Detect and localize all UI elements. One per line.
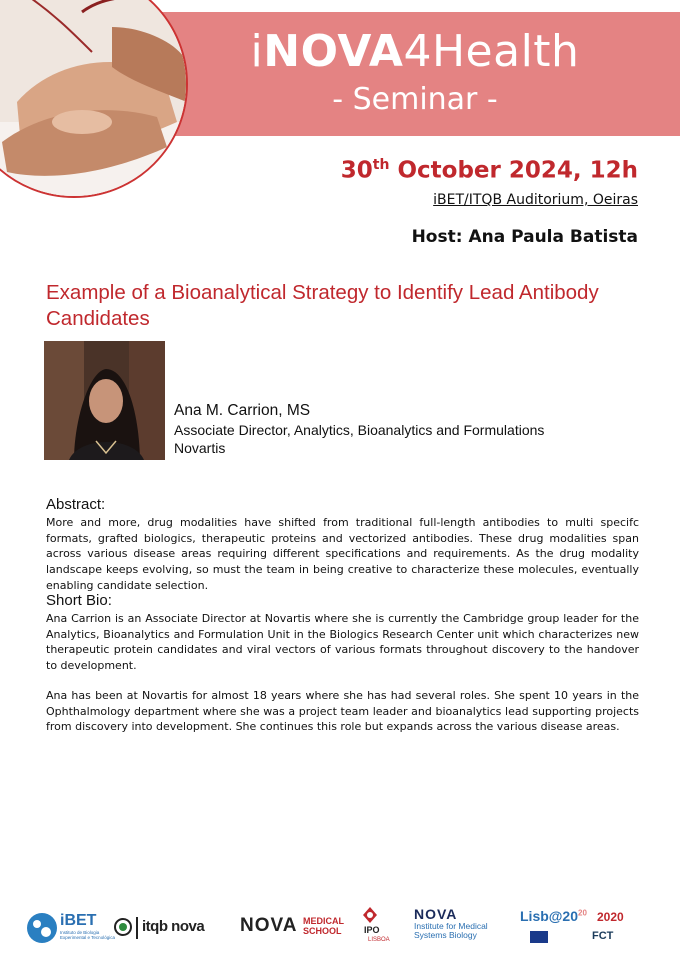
series-subtitle: - Seminar -	[332, 82, 498, 117]
ibet-logo-icon	[26, 912, 58, 944]
bio-heading: Short Bio:	[46, 592, 112, 609]
itqb-logo-icon	[114, 918, 132, 936]
abstract-text: More and more, drug modalities have shifted from traditional full-length antibodies to multi specifc formats, grafted biologics, therapeutic proteins and vectorized antibodies. These drug modalities span across various disease areas requiring different specifications and requirements. As the drug modality landscape keeps evolving, so must the team in being creative to characterize these molecules, eventually enabling candidate selection.	[46, 516, 639, 592]
event-date: 30th October 2024, 12h	[340, 157, 638, 184]
partner-logos	[0, 900, 680, 961]
nova-ims-institute-text: Institute for Medical Systems Biology	[414, 921, 488, 940]
speaker-name: Ana M. Carrion, MS	[174, 402, 311, 419]
speaker-photo	[44, 341, 165, 460]
ipo-logo-text: IPO	[364, 925, 380, 935]
bio-paragraph-2: Ana has been at Novartis for almost 18 years where she has had several roles. She spent 10 years in the Ophthalmology department where she was a project team leader and bioanalytics lead supporting projects from discovery into development. She continues this role but expands across the various disease areas.	[46, 689, 639, 734]
speaker-organization: Novartis	[174, 440, 226, 456]
ipo-logo-subtitle: LISBOA	[368, 937, 390, 943]
itqb-divider	[136, 917, 138, 939]
nova-ims-logo-text: NOVA	[414, 906, 458, 922]
event-host: Host: Ana Paula Batista	[411, 227, 638, 247]
itqb-logo-text: itqb nova	[142, 918, 205, 935]
hands-photo	[0, 0, 188, 198]
series-title: iNOVA4Health	[250, 26, 580, 77]
abstract-heading: Abstract:	[46, 496, 106, 513]
event-venue: iBET/ITQB Auditorium, Oeiras	[433, 192, 638, 208]
talk-title: Example of a Bioanalytical Strategy to Identify Lead Antibody Candidates	[46, 281, 599, 330]
nova-medical-logo-text: NOVA	[240, 915, 298, 936]
ipo-logo-icon	[362, 906, 378, 924]
ibet-logo-text: iBET	[60, 912, 97, 929]
bio-paragraph-1: Ana Carrion is an Associate Director at Novartis where she is currently the Cambridge group leader for the Analytics, Bioanalytics and Formulation Unit in the Biologics Research Center unit which characterizes new therapeutic protein candidates and viral vectors of various formats throughout discovery to the handover to development.	[46, 612, 639, 673]
lisboa2020-logo-text: $Lisb@20^{20}$	[520, 908, 587, 924]
eu-flag-icon	[530, 931, 548, 943]
ibet-logo-subtitle: Instituto de Biologia Experimental e Tecnológica	[60, 930, 115, 940]
speaker-role: Associate Director, Analytics, Bioanalytics and Formulations	[174, 422, 545, 438]
portugal2020-logo-text: 2020	[597, 910, 624, 924]
fct-logo-text: FCT	[592, 930, 614, 942]
nova-medical-school-text: MEDICAL SCHOOL	[303, 916, 344, 936]
